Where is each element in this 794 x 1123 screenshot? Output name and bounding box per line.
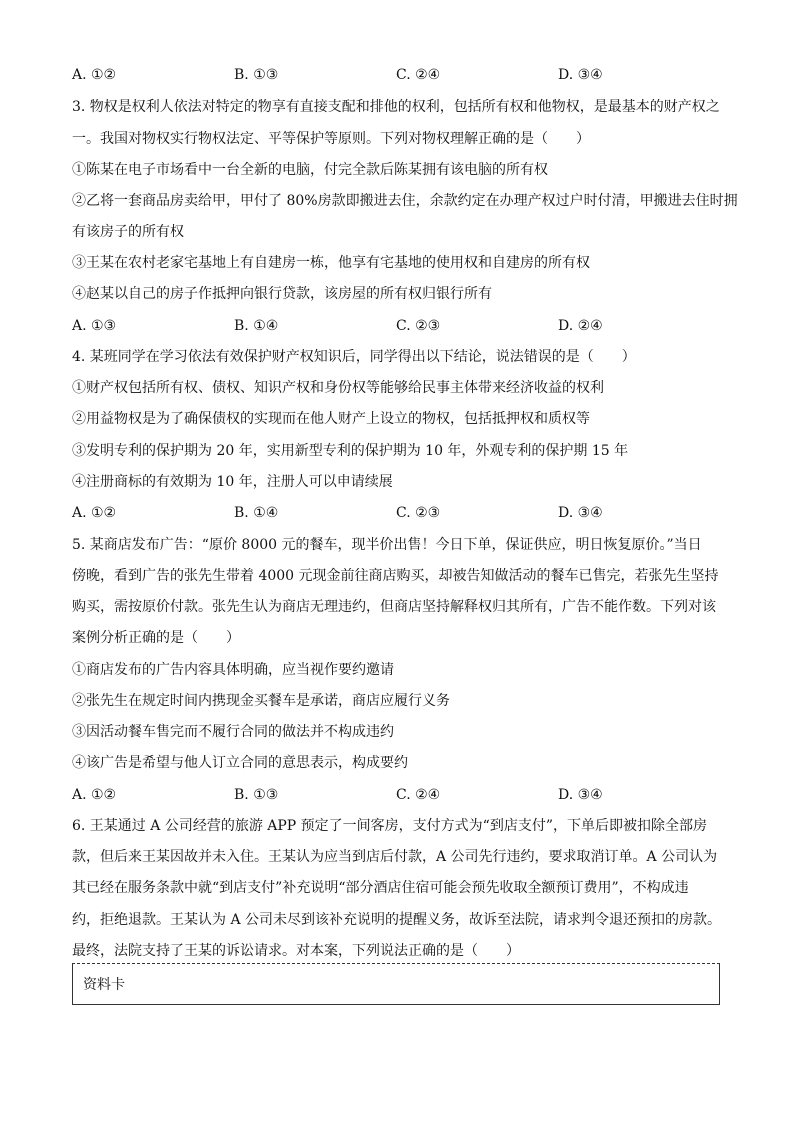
q5-item: ④该广告是希望与他人订立合同的意思表示，构成要约 xyxy=(72,755,408,771)
q4-stem-line: 4. 某班同学在学习依法有效保护财产权知识后，同学得出以下结论，说法错误的是（ ） xyxy=(72,349,636,365)
q5-item: ③因活动餐车售完而不履行合同的做法并不构成违约 xyxy=(72,724,394,740)
q4-item: ④注册商标的有效期为 10 年，注册人可以申请续展 xyxy=(72,474,393,490)
q2-option-c[interactable]: C. ②④ xyxy=(396,67,441,83)
q3-option-b[interactable]: B. ①④ xyxy=(234,318,279,334)
q5-option-b[interactable]: B. ①③ xyxy=(234,787,279,803)
q6-stem-line: 6. 王某通过 A 公司经营的旅游 APP 预定了一间客房，支付方式为“到店支付”，下单后即被扣除全部房 xyxy=(72,818,707,834)
q5-options xyxy=(72,785,722,805)
q2-options xyxy=(72,65,722,85)
q3-stem-line: 3. 物权是权利人依法对特定的物享有直接支配和排他的权利，包括所有权和他物权，是最基本的财产权之 xyxy=(72,99,720,115)
q4-item: ②用益物权是为了确保债权的实现而在他人财产上设立的物权，包括抵押权和质权等 xyxy=(72,411,590,427)
q4-option-a[interactable]: A. ①② xyxy=(72,505,117,521)
material-card xyxy=(72,963,720,1005)
q4-option-c[interactable]: C. ②③ xyxy=(396,505,441,521)
q3-item: 有该房子的所有权 xyxy=(72,224,184,240)
q2-option-d[interactable]: D. ③④ xyxy=(558,67,603,83)
q3-option-c[interactable]: C. ②③ xyxy=(396,318,441,334)
q5-option-a[interactable]: A. ①② xyxy=(72,787,117,803)
q3-option-d[interactable]: D. ②④ xyxy=(558,318,603,334)
q3-options xyxy=(72,316,722,336)
q6-stem-line: 最终，法院支持了王某的诉讼请求。对本案，下列说法正确的是（ ） xyxy=(72,943,520,959)
q5-item: ①商店发布的广告内容具体明确，应当视作要约邀请 xyxy=(72,662,394,678)
q3-item: ③王某在农村老家宅基地上有自建房一栋，他享有宅基地的使用权和自建房的所有权 xyxy=(72,255,590,271)
q5-option-c[interactable]: C. ②④ xyxy=(396,787,441,803)
q6-stem-line: 约，拒绝退款。王某认为 A 公司未尽到该补充说明的提醒义务，故诉至法院，请求判令退还预扣的房款。 xyxy=(72,912,722,928)
q6-stem-line: 款，但后来王某因故并未入住。王某认为应当到店后付款，A 公司先行违约，要求取消订单。A 公司认为 xyxy=(72,849,718,865)
q5-stem-line: 案例分析正确的是（ ） xyxy=(72,630,240,646)
q2-option-a[interactable]: A. ①② xyxy=(72,67,117,83)
q4-item: ③发明专利的保护期为 20 年，实用新型专利的保护期为 10 年，外观专利的保护期 15 年 xyxy=(72,443,629,459)
q5-item: ②张先生在规定时间内携现金买餐车是承诺，商店应履行义务 xyxy=(72,693,450,709)
q4-item: ①财产权包括所有权、债权、知识产权和身份权等能够给民事主体带来经济收益的权利 xyxy=(72,380,604,396)
q3-item: ①陈某在电子市场看中一台全新的电脑，付完全款后陈某拥有该电脑的所有权 xyxy=(72,162,548,178)
q5-stem-line: 5. 某商店发布广告：“原价 8000 元的餐车，现半价出售！今日下单，保证供应，明日恢复原价。”当日 xyxy=(72,537,702,553)
q3-item: ④赵某以自己的房子作抵押向银行贷款，该房屋的所有权归银行所有 xyxy=(72,286,492,302)
q5-option-d[interactable]: D. ③④ xyxy=(558,787,603,803)
q5-stem-line: 傍晚，看到广告的张先生带着 4000 元现金前往商店购买，却被告知做活动的餐车已售完，若张先生坚持 xyxy=(72,568,719,584)
q3-item: ②乙将一套商品房卖给甲，甲付了 80%房款即搬进去住，余款约定在办理产权过户时付清，甲搬进去住时拥 xyxy=(72,193,738,209)
q3-stem-line: 一。我国对物权实行物权法定、平等保护等原则。下列对物权理解正确的是（ ） xyxy=(72,131,590,147)
material-card-title: 资料卡 xyxy=(83,977,125,993)
q2-option-b[interactable]: B. ①③ xyxy=(234,67,279,83)
q4-options xyxy=(72,503,722,523)
q3-option-a[interactable]: A. ①③ xyxy=(72,318,117,334)
q6-stem-line: 其已经在服务条款中就“到店支付”补充说明“部分酒店住宿可能会预先收取全额预订费用”，不构成违 xyxy=(72,880,689,896)
q4-option-d[interactable]: D. ③④ xyxy=(558,505,603,521)
q4-option-b[interactable]: B. ①④ xyxy=(234,505,279,521)
q5-stem-line: 购买，需按原价付款。张先生认为商店无理违约，但商店坚持解释权归其所有，广告不能作数。下列对该 xyxy=(72,599,716,615)
